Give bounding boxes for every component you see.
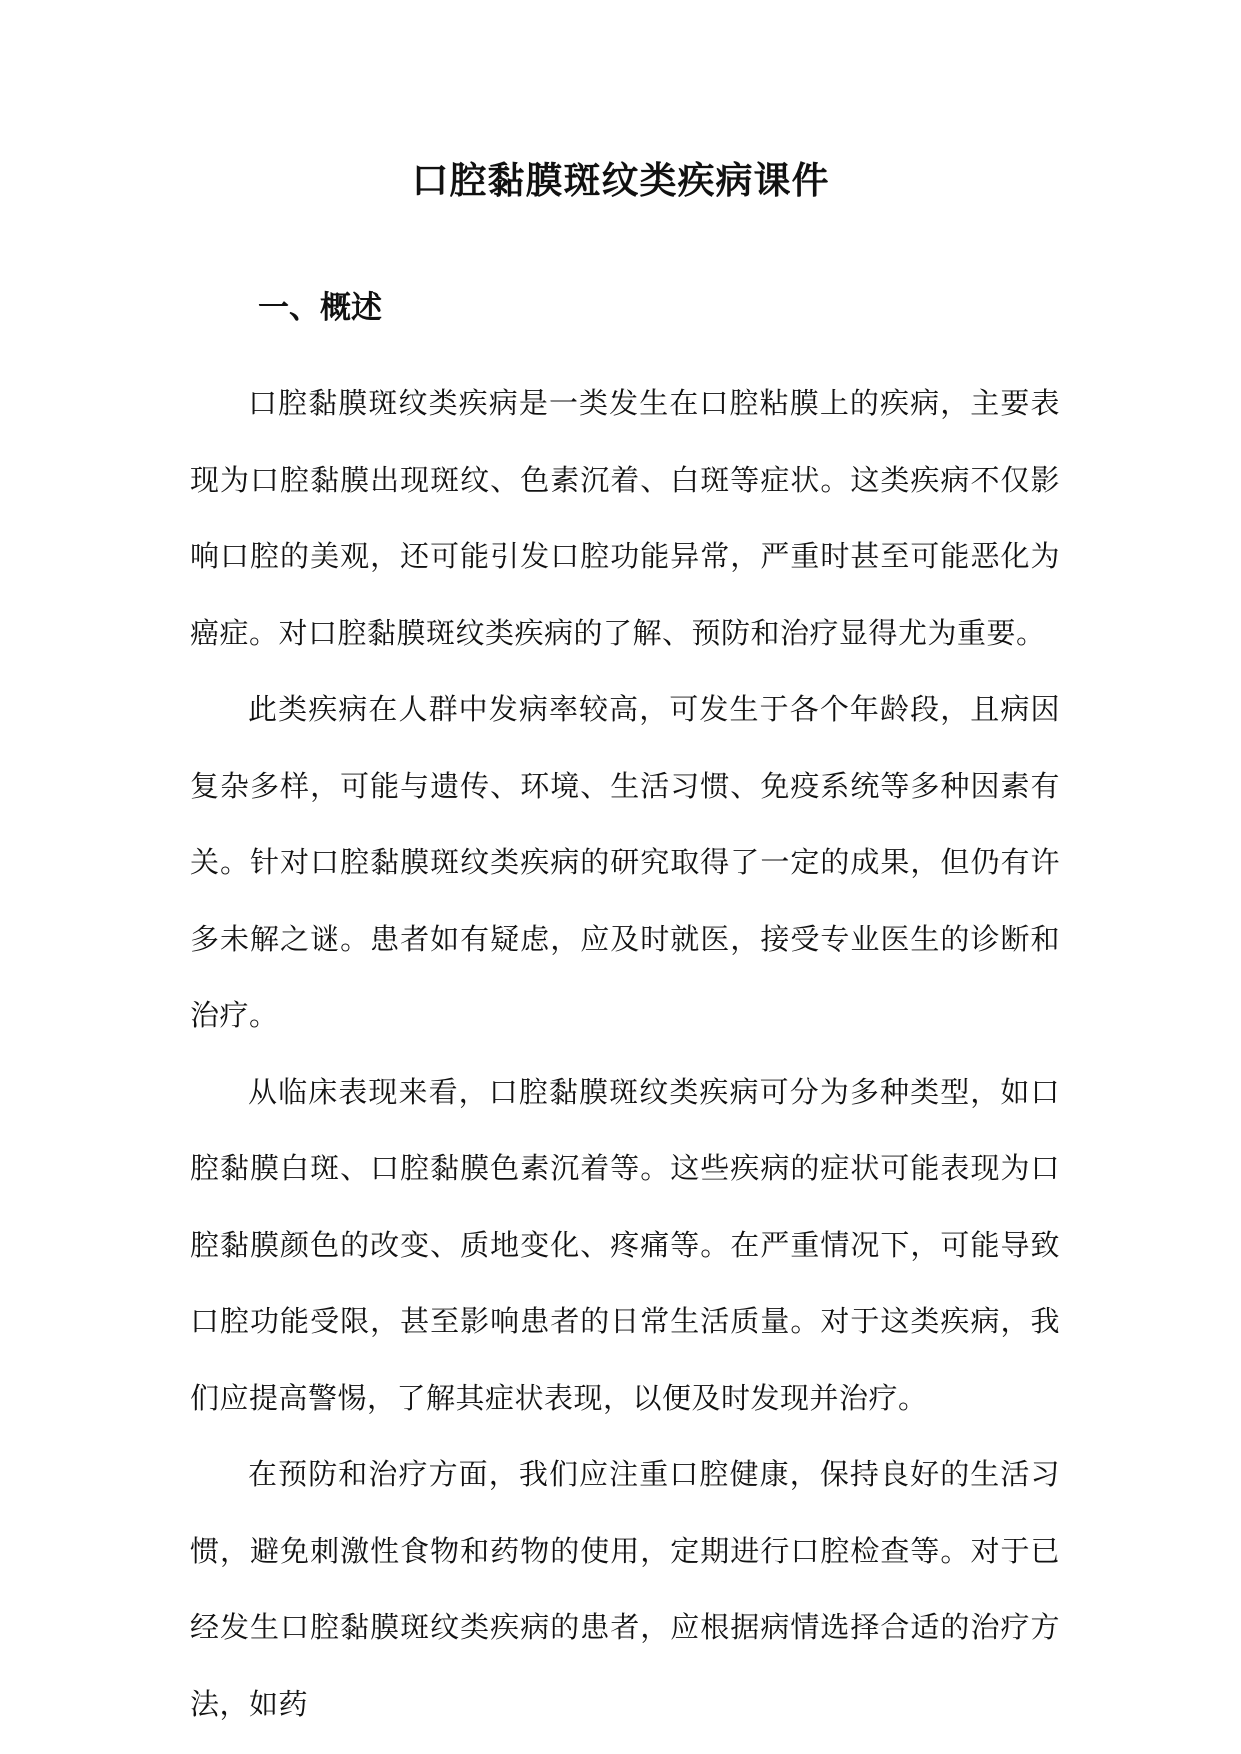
paragraph-4: 在预防和治疗方面，我们应注重口腔健康，保持良好的生活习惯，避免刺激性食物和药物的使用，定期进行口腔检查等。对于已经发生口腔黏膜斑纹类疾病的患者，应根据病情选择合适的治疗方法，如药 — [190, 1457, 1060, 1721]
paragraph-3: 从临床表现来看，口腔黏膜斑纹类疾病可分为多种类型，如口腔黏膜白斑、口腔黏膜色素沉着等。这些疾病的症状可能表现为口腔黏膜颜色的改变、质地变化、疼痛等。在严重情况下，可能导致口腔功能受限，甚至影响患者的日常生活质量。对于这类疾病，我们应提高警惕，了解其症状表现，以便及时发现并治疗。 — [190, 1074, 1060, 1415]
paragraph-1: 口腔黏膜斑纹类疾病是一类发生在口腔粘膜上的疾病，主要表现为口腔黏膜出现斑纹、色素沉着、白斑等症状。这类疾病不仅影响口腔的美观，还可能引发口腔功能异常，严重时甚至可能恶化为癌症。对口腔黏膜斑纹类疾病的了解、预防和治疗显得尤为重要。 — [190, 386, 1060, 650]
paragraph-2: 此类疾病在人群中发病率较高，可发生于各个年龄段，且病因复杂多样，可能与遗传、环境、生活习惯、免疫系统等多种因素有关。针对口腔黏膜斑纹类疾病的研究取得了一定的成果，但仍有许多未解之谜。患者如有疑虑，应及时就医，接受专业医生的诊断和治疗。 — [190, 692, 1060, 1032]
section-heading: 一、概述 — [258, 290, 382, 326]
section-body — [190, 365, 1060, 1742]
document-title: 口腔黏膜斑纹类疾病课件 — [411, 158, 830, 202]
